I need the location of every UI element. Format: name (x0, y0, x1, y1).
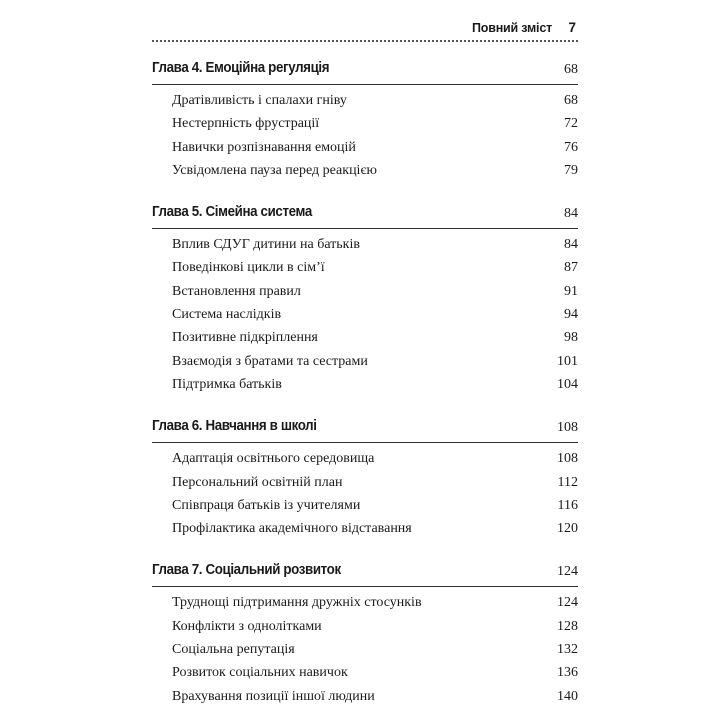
entry-page-number: 94 (564, 307, 578, 323)
entry-title: Дратівливість і спалахи гніву (172, 93, 347, 108)
entry-page-number: 104 (557, 376, 578, 392)
toc-entry (152, 593, 578, 616)
toc-entry (152, 328, 578, 351)
entry-title: Соціальна репутація (172, 642, 295, 658)
chapter-title: Глава 4. Емоційна регуляція (152, 60, 330, 76)
chapter-title: Глава 6. Навчання в школі (152, 418, 317, 435)
toc-entry (152, 640, 578, 663)
entry-page-number: 84 (564, 237, 578, 253)
toc-entry (152, 161, 578, 184)
entry-title: Розвиток соціальних навичок (172, 665, 348, 681)
section-list (152, 229, 578, 398)
toc-entry (152, 375, 578, 398)
entry-title: Позитивне підкріплення (172, 330, 318, 346)
toc-entry (152, 687, 578, 710)
entry-title: Навички розпізнавання емоцій (172, 139, 356, 155)
chapter-heading (152, 202, 578, 229)
table-of-contents (152, 58, 578, 728)
entry-page-number: 98 (564, 330, 578, 346)
entry-title: Труднощі підтримання дружніх стосунків (172, 595, 422, 611)
toc-entry (152, 114, 578, 137)
chapter-5 (152, 202, 578, 398)
entry-page-number: 128 (557, 618, 578, 634)
entry-page-number: 108 (557, 451, 578, 467)
entry-title: Адаптація освітнього середовища (172, 451, 375, 467)
toc-entry (152, 91, 578, 114)
toc-entry (152, 352, 578, 375)
entry-title: Система наслідків (172, 307, 282, 323)
entry-title: Персональний освітній план (172, 474, 343, 490)
entry-page-number: 140 (557, 688, 578, 704)
entry-page-number: 116 (557, 497, 578, 513)
toc-entry (152, 282, 578, 305)
toc-entry (152, 663, 578, 686)
chapter-title: Глава 5. Сімейна система (152, 204, 312, 221)
entry-title: Поведінкові цикли в сім’ї (172, 260, 325, 276)
chapter-title: Глава 7. Соціальний розвиток (152, 562, 341, 579)
page-number: 7 (568, 20, 576, 35)
chapter-heading (152, 560, 578, 587)
chapter-7 (152, 560, 578, 709)
entry-title: Вплив СДУГ дитини на батьків (172, 237, 360, 253)
section-list (152, 587, 578, 709)
running-header-title: Повний зміст (472, 21, 552, 35)
chapter-page-number: 124 (557, 564, 578, 580)
entry-title: Нестерпність фрустрації (172, 116, 320, 132)
entry-title: Профілактика академічного відставання (172, 521, 412, 537)
entry-page-number: 120 (557, 521, 578, 537)
entry-page-number: 76 (564, 139, 578, 155)
entry-page-number: 136 (557, 665, 578, 681)
entry-page-number: 87 (564, 260, 578, 276)
entry-page-number: 112 (557, 474, 578, 490)
toc-entry (152, 305, 578, 328)
entry-title: Співпраця батьків із учителями (172, 497, 361, 513)
chapter-page-number: 84 (564, 206, 578, 222)
toc-entry (152, 617, 578, 640)
toc-entry (152, 519, 578, 542)
entry-title: Конфлікти з однолітками (172, 618, 322, 634)
entry-page-number: 124 (557, 595, 578, 611)
entry-title: Встановлення правил (172, 283, 301, 299)
entry-page-number: 72 (564, 116, 578, 132)
chapter-4 (152, 58, 578, 184)
section-list (152, 85, 578, 184)
toc-entry (152, 258, 578, 281)
toc-entry (152, 496, 578, 519)
entry-title: Підтримка батьків (172, 376, 282, 392)
entry-page-number: 79 (564, 162, 578, 178)
toc-entry (152, 449, 578, 472)
chapter-page-number: 108 (557, 420, 578, 436)
entry-page-number: 68 (564, 93, 578, 108)
chapter-6 (152, 416, 578, 542)
entry-page-number: 132 (557, 642, 578, 658)
chapter-heading (152, 58, 578, 85)
chapter-page-number: 68 (564, 62, 578, 77)
entry-title: Врахування позиції іншої людини (172, 688, 375, 704)
entry-title: Усвідомлена пауза перед реакцією (172, 162, 377, 178)
dotted-divider (152, 40, 578, 42)
toc-entry (152, 235, 578, 258)
entry-page-number: 91 (564, 283, 578, 299)
toc-entry (152, 138, 578, 161)
entry-title: Взаємодія з братами та сестрами (172, 353, 368, 369)
toc-entry (152, 473, 578, 496)
chapter-heading (152, 416, 578, 443)
entry-page-number: 101 (557, 353, 578, 369)
running-header (152, 18, 578, 40)
section-list (152, 443, 578, 542)
